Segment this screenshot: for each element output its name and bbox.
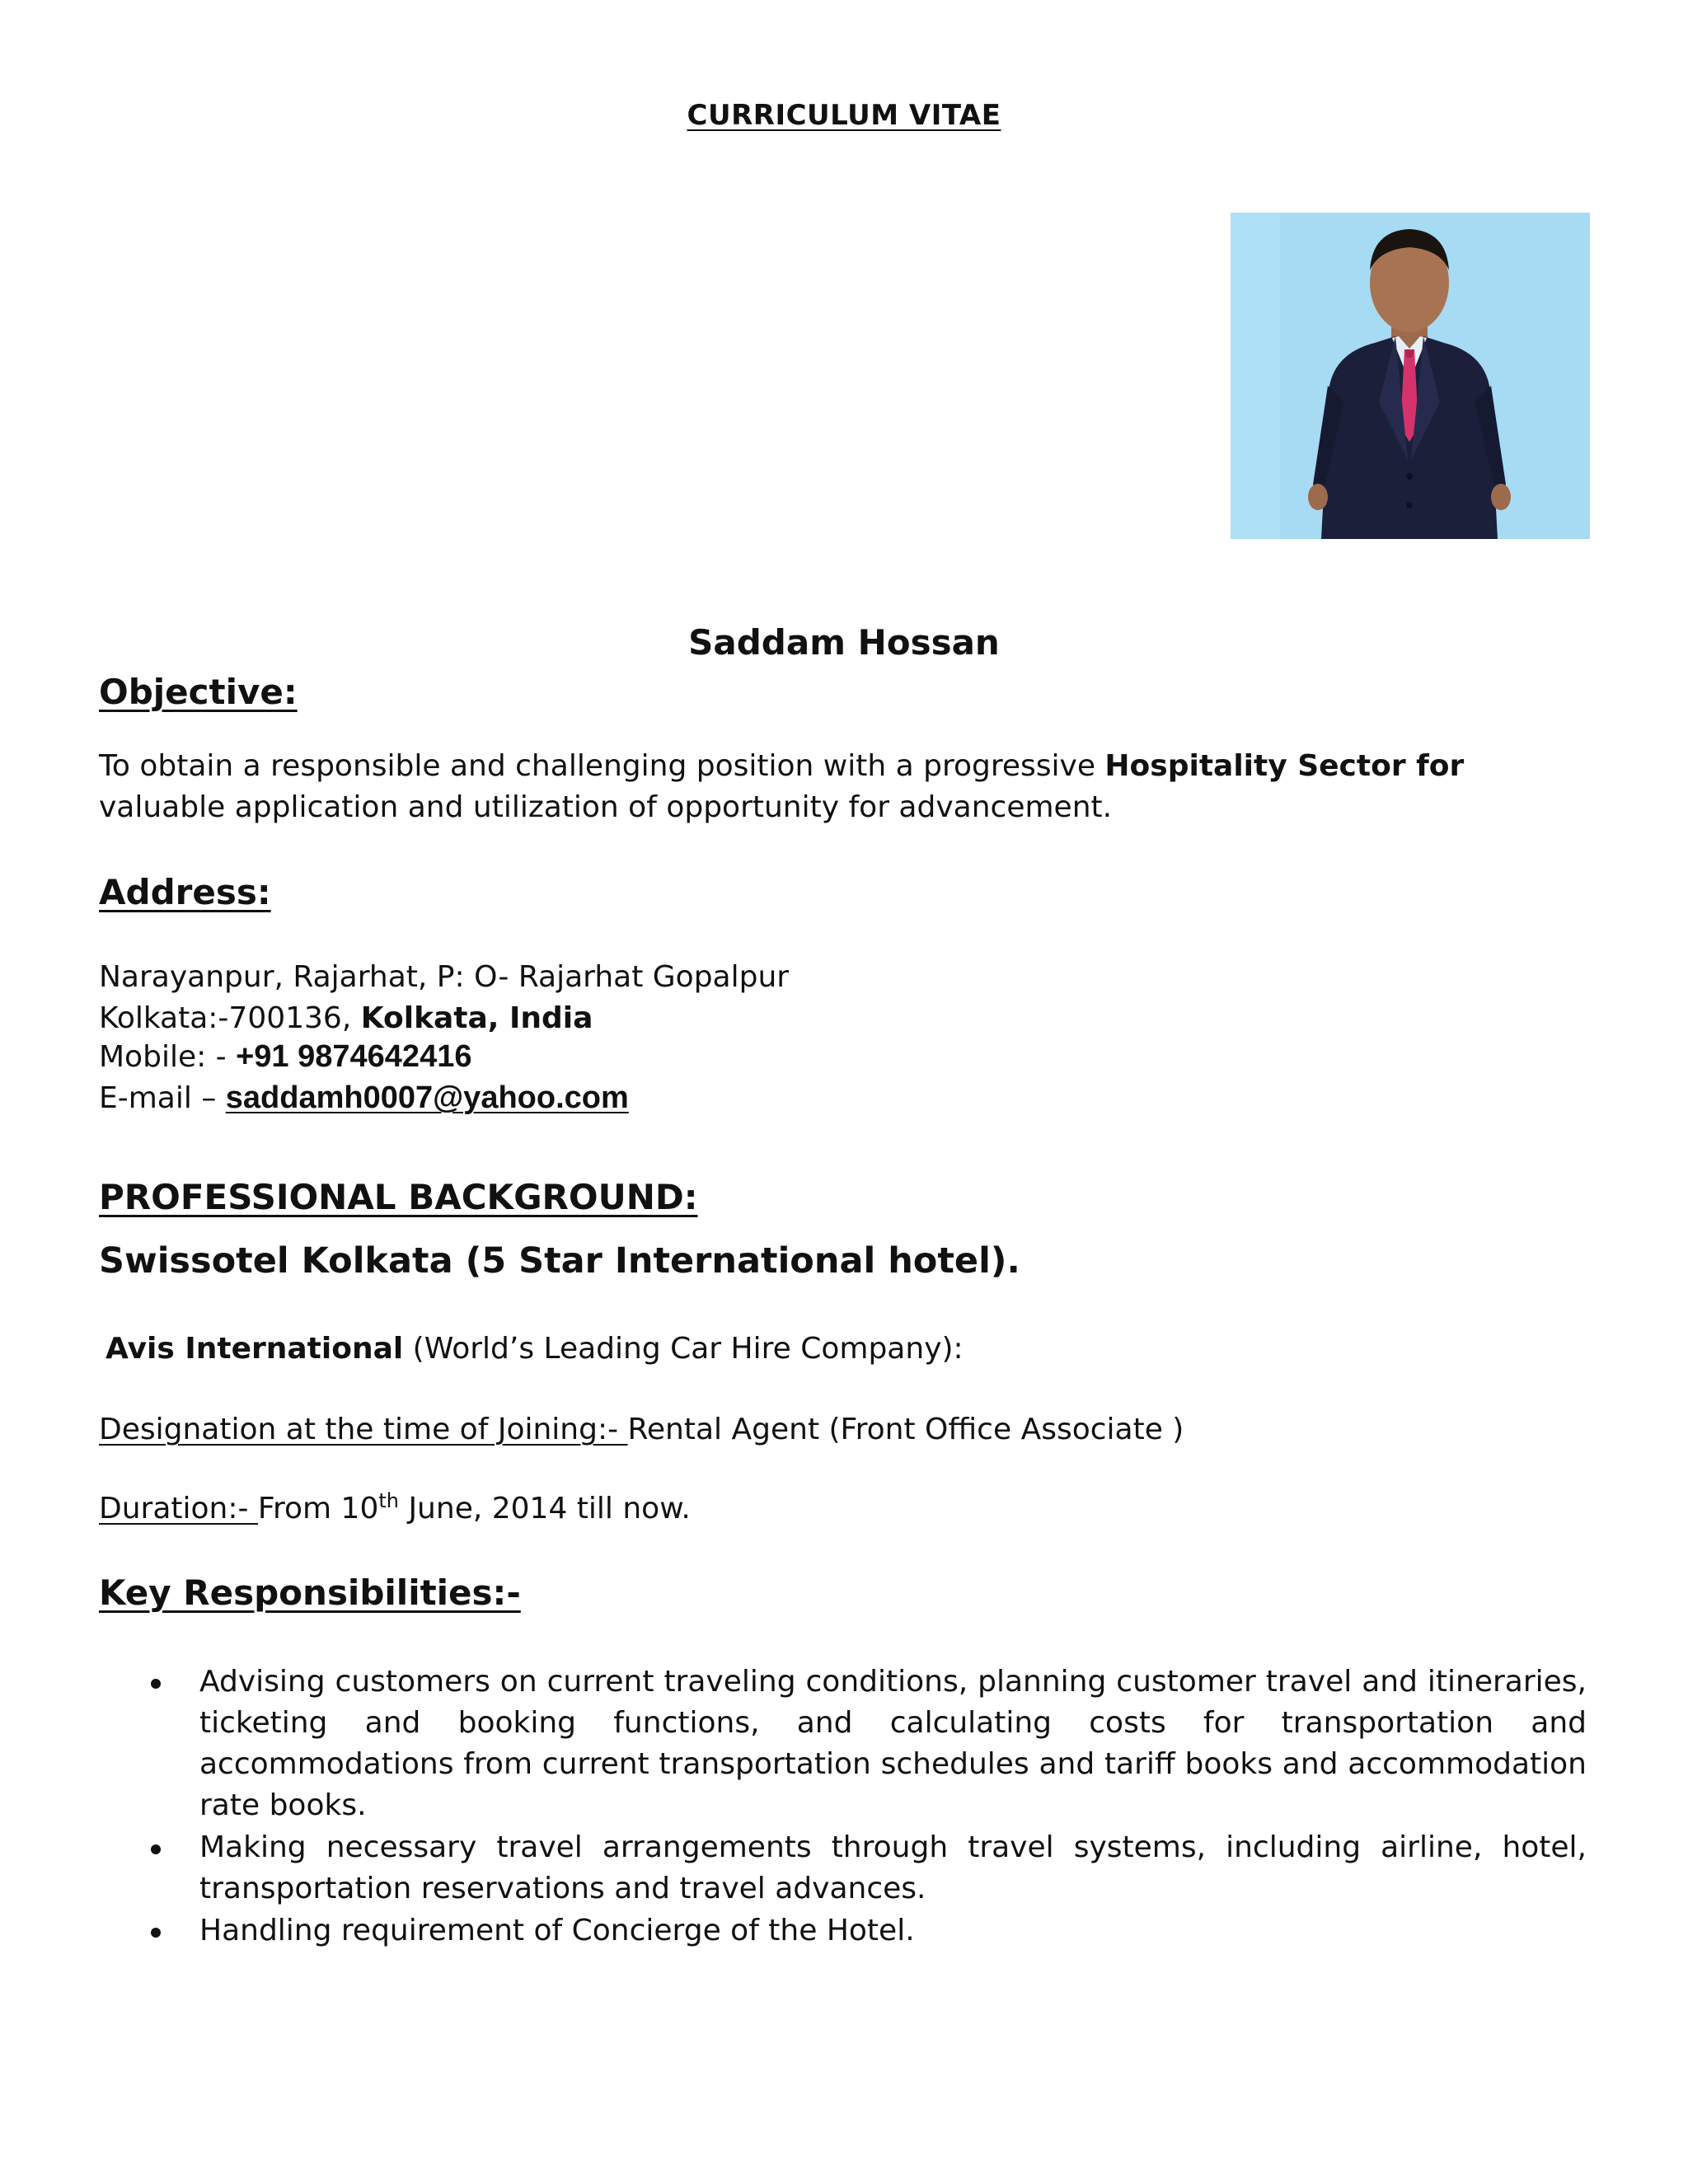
objective-heading: Objective: (99, 672, 298, 712)
list-item: Making necessary travel arrangements through travel systems, including airline, hotel, transportation reservations and travel advances. (152, 1827, 1587, 1910)
address-line-2: Kolkata:-700136, Kolkata, India (99, 1001, 593, 1035)
address-line-1: Narayanpur, Rajarhat, P: O- Rajarhat Gopalpur (99, 960, 790, 994)
email-label: E-mail – (99, 1081, 226, 1115)
employer-hotel: Swissotel Kolkata (5 Star International hotel). (99, 1240, 1020, 1282)
bullet-dot-icon (151, 1928, 161, 1938)
address-heading: Address: (99, 872, 271, 912)
mobile-line (99, 1037, 471, 1077)
person-portrait-image (1231, 213, 1590, 539)
designation-value: Rental Agent (Front Office Associate ) (627, 1413, 1184, 1446)
mobile-label: Mobile: - (99, 1040, 237, 1074)
list-item: Advising customers on current traveling conditions, planning customer travel and itineraries, ticketing and booking functions, and calculating costs for transportation and accommodations from current transportation schedules and tariff books and accommodation rate books. (152, 1661, 1587, 1826)
document-title: CURRICULUM VITAE (687, 99, 1001, 132)
list-item: Handling requirement of Concierge of the Hotel. (152, 1910, 1587, 1952)
candidate-name: Saddam Hossan (688, 622, 1000, 663)
bullet-dot-icon (151, 1844, 161, 1854)
duration-line: Duration:- From 10th June, 2014 till now. (99, 1489, 691, 1526)
employer-company: Avis International (World’s Leading Car Hire Company): (106, 1332, 964, 1366)
objective-text: To obtain a responsible and challenging position with a progressive Hospitality Sector for valuable application and utilization of opportunity for advancement. (99, 749, 1465, 824)
email-line (99, 1078, 629, 1118)
mobile-number: +91 9874642416 (236, 1039, 472, 1074)
profile-photo (1231, 213, 1590, 539)
designation-line (99, 1413, 1184, 1446)
bullet-dot-icon (151, 1679, 161, 1689)
duration-label: Duration:- (99, 1492, 258, 1526)
email-link[interactable]: saddamh0007@yahoo.com (225, 1080, 629, 1115)
key-responsibilities-heading: Key Responsibilities:- (99, 1572, 521, 1613)
designation-label: Designation at the time of Joining:- (99, 1413, 628, 1446)
professional-background-heading: PROFESSIONAL BACKGROUND: (99, 1177, 698, 1217)
